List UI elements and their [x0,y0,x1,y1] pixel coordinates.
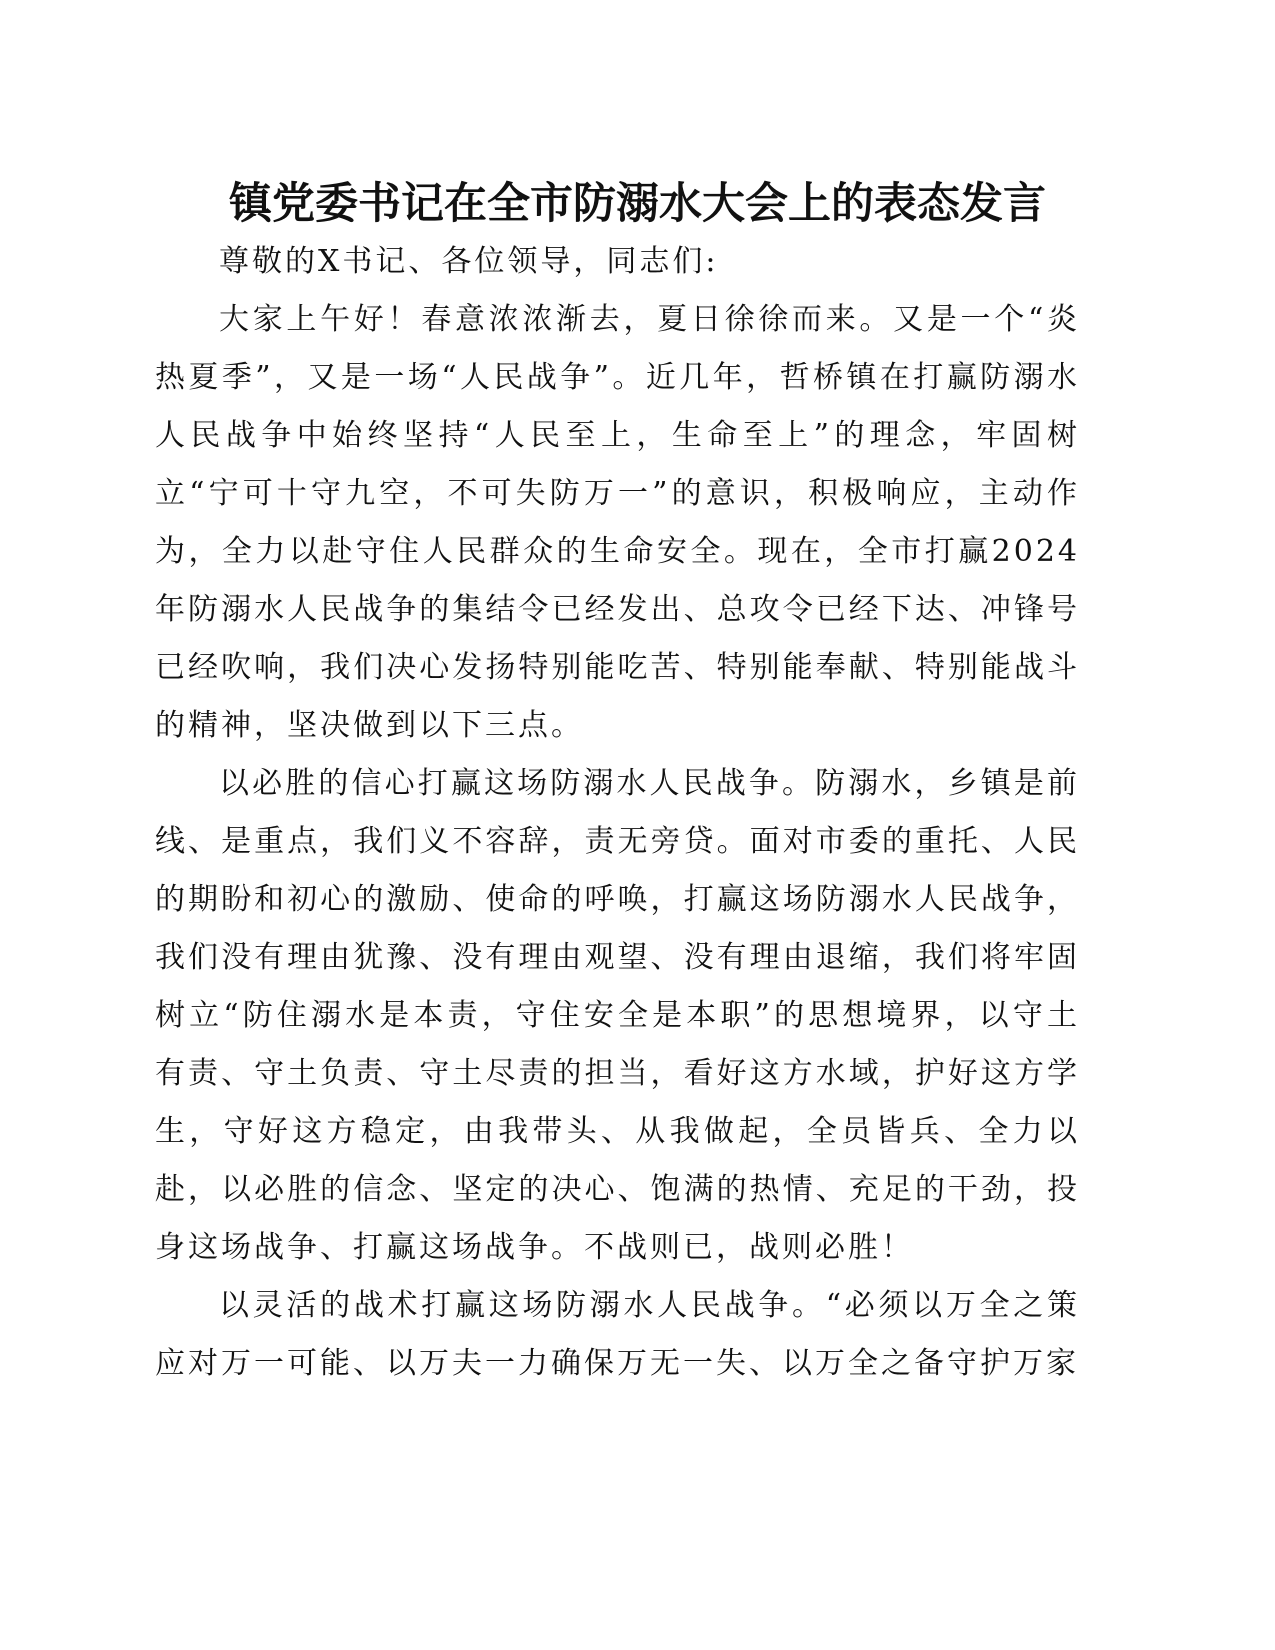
salutation-paragraph: 尊敬的X书记、各位领导，同志们: [219,244,719,279]
point-two-paragraph: 以灵活的战术打赢这场防溺水人民战争。“必须以万全之策应对万一可能、以万夫一力确保万无一失、以万全之备守护万家 [155,1288,1080,1381]
opening-paragraph: 大家上午好！春意浓浓渐去，夏日徐徐而来。又是一个“炎热夏季”，又是一场“人民战争”。近几年，哲桥镇在打赢防溺水人民战争中始终坚持“人民至上，生命至上”的理念，牢固树立“宁可十守九空，不可失防万一”的意识，积极响应，主动作为，全力以赴守住人民群众的生命安全。现在，全市打赢2024年防溺水人民战争的集结令已经发出、总攻令已经下达、冲锋号已经吹响，我们决心发扬特别能吃苦、特别能奉献、特别能战斗的精神，坚决做到以下三点。 [155,302,1080,743]
point-one-paragraph: 以必胜的信心打赢这场防溺水人民战争。防溺水，乡镇是前线、是重点，我们义不容辞，责无旁贷。面对市委的重托、人民的期盼和初心的激励、使命的呼唤，打赢这场防溺水人民战争，我们没有理由犹豫、没有理由观望、没有理由退缩，我们将牢固树立“防住溺水是本责，守住安全是本职”的思想境界，以守土有责、守土负责、守土尽责的担当，看好这方水域，护好这方学生，守好这方稳定，由我带头、从我做起，全员皆兵、全力以赴，以必胜的信念、坚定的决心、饱满的热情、充足的干劲，投身这场战争、打赢这场战争。不战则已，战则必胜！ [155,766,1080,1265]
document-body [155,233,1080,1393]
document-title: 镇党委书记在全市防溺水大会上的表态发言 [229,179,1046,229]
